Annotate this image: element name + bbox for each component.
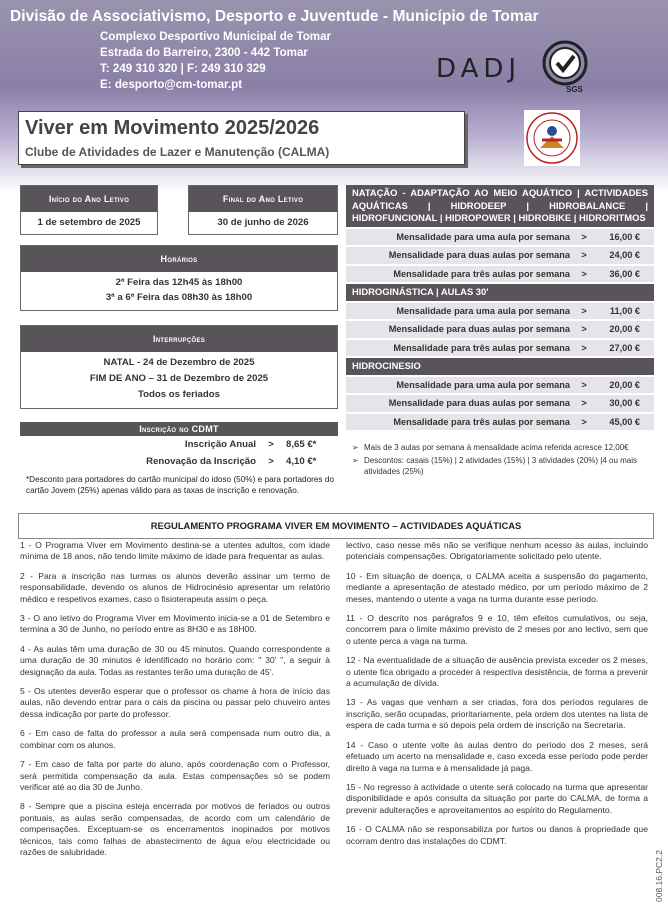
gt-sign: > [581, 324, 587, 335]
regulamento-paragraph: 2 - Para a inscrição nas turmas os alunos deverão assinar um termo de responsabilidade, devendo os alunos de Hidrocinésio apresentar um relatório médico e respetivos exames, caso o fisioterapeuta assim o peça. [20, 570, 330, 604]
final-panel [188, 185, 338, 235]
regulamento-paragraph: 14 - Caso o utente volte às aulas dentro do período dos 2 meses, será efetuado um acerto na mensalidade e, caso exceda esse período pode perder direito à vaga na turma e à mensalidade já paga. [346, 739, 648, 773]
inicio-value: 1 de setembro de 2025 [37, 217, 141, 228]
interrupcao-line: FIM DE ANO – 31 de Dezembro de 2025 [89, 373, 269, 384]
contact-email: E: desporto@cm-tomar.pt [100, 78, 243, 91]
gt-sign: > [581, 305, 587, 316]
gt-sign: > [581, 379, 587, 390]
price-value: 36,00 € [609, 268, 640, 279]
contact-line: T: 249 310 320 | F: 249 310 329 [100, 62, 266, 75]
price-value: 27,00 € [609, 342, 640, 353]
inscricao-anual-label: Inscrição Anual [184, 439, 256, 450]
gt-sign: > [581, 398, 587, 409]
gt-sign: > [581, 268, 587, 279]
price-row [346, 227, 654, 246]
price-desc: Mensalidade para uma aula por semana [396, 305, 570, 316]
price-section-title: HIDROGINÁSTICA | AULAS 30' [346, 284, 654, 301]
price-desc: Mensalidade para uma aula por semana [396, 231, 570, 242]
inscricao-row [20, 436, 338, 453]
price-row [346, 319, 654, 338]
price-desc: Mensalidade para duas aulas por semana [388, 398, 570, 409]
regulamento-paragraph: 12 - Na eventualidade de a situação de ausência prevista exceder os 2 meses, o utente fica obrigado a proceder à respectiva desistência, de forma a prevenir a acumulação de dívida. [346, 655, 648, 689]
price-desc: Mensalidade para três aulas por semana [393, 416, 570, 427]
regulamento-paragraph: 10 - Em situação de doença, o CALMA aceita a suspensão do pagamento, mediante a apresentação de atestado médico, por um período máximo de 2 meses, mantendo o utente a vaga na turma durante esse período. [346, 570, 648, 604]
price-value: 11,00 € [609, 305, 640, 316]
gt-sign: > [581, 250, 587, 261]
regulamento-paragraph: lectivo, caso nesse mês não se verifique nenhum acesso às aulas, incluindo potenciais compensações. Obrigatoriamente solicitado pelo utente. [346, 540, 648, 562]
price-row [346, 338, 654, 357]
price-row [346, 412, 654, 431]
regulamento-left-column [20, 540, 330, 866]
sgs-label: SGS [566, 85, 583, 94]
price-row [346, 245, 654, 264]
contact-line: Estrada do Barreiro, 2300 - 442 Tomar [100, 46, 308, 59]
renovacao-label: Renovação da Inscrição [146, 456, 256, 467]
renovacao-value: 4,10 €* [286, 456, 317, 467]
regulamento-paragraph: 5 - Os utentes deverão esperar que o professor os chame à hora de início das aulas, não devendo entrar para o cais da piscina ou passar pelo chuveiro antes dessa indicação por parte do professor. [20, 686, 330, 719]
price-row [346, 375, 654, 394]
contact-block [100, 29, 331, 93]
final-value: 30 de junho de 2026 [217, 217, 309, 228]
price-desc: Mensalidade para duas aulas por semana [388, 250, 570, 261]
inicio-label: Início do Ano Letivo [21, 186, 157, 212]
inscricao-label: Inscrição no CDMT [20, 422, 338, 436]
price-value: 45,00 € [609, 416, 640, 427]
inscricao-anual-value: 8,65 €* [286, 439, 317, 450]
regulamento-paragraph: 13 - As vagas que venham a ser criadas, fora dos períodos regulares de inscrição, serão ocupadas, prioritariamente, pela ordem dos utentes na lista de espera de cada turma e só depois pela ordem de inscrição na Secretaria. [346, 697, 648, 731]
price-value: 20,00 € [609, 379, 640, 390]
interrupcao-line: Todos os feriados [138, 389, 220, 400]
gt-sign: > [581, 342, 587, 353]
horario-line: 3ª a 6ª Feira das 08h30 às 18h00 [105, 292, 253, 303]
interrupcoes-panel [20, 325, 338, 409]
price-desc: Mensalidade para três aulas por semana [393, 268, 570, 279]
price-row [346, 264, 654, 283]
regulamento-right-column [346, 540, 648, 855]
horarios-label: Horários [21, 246, 337, 272]
price-desc: Mensalidade para três aulas por semana [393, 342, 570, 353]
price-notes [352, 442, 650, 479]
regulamento-paragraph: 11 - O descrito nos parágrafos 9 e 10, têm efeitos cumulativos, ou seja, concorrem para o limite máximo previsto de 2 meses por ano lectivo, sem que o utente perca a vaga na turma. [346, 613, 648, 646]
org-title: Divisão de Associativismo, Desporto e Juventude - Município de Tomar [10, 8, 539, 25]
price-value: 16,00 € [609, 231, 640, 242]
gt-sign: > [581, 416, 587, 427]
program-subtitle: Clube de Atividades de Lazer e Manutenção (CALMA) [25, 145, 330, 159]
price-row [346, 393, 654, 412]
regulamento-paragraph: 3 - O ano letivo do Programa Viver em Movimento inicia-se a 01 de Setembro e termina a 30 de Junho, no período entre as 8H30 e as 18H00. [20, 613, 330, 635]
program-title-box [18, 111, 465, 165]
price-desc: Mensalidade para duas aulas por semana [388, 324, 570, 335]
price-section-title: NATAÇÃO - ADAPTAÇÃO AO MEIO AQUÁTICO | ACTIVIDADES AQUÁTICAS | HIDRODEEP | HIDROBALANCE | HIDROFUNCIONAL | HIDROPOWER | HIDROBIKE | HIDRORITMOS [346, 185, 654, 227]
inscricao-panel [20, 422, 338, 474]
price-desc: Mensalidade para uma aula por semana [396, 379, 570, 390]
regulamento-paragraph: 7 - Em caso de falta por parte do aluno, após coordenação com o Professor, será permitida compensação da aula. Estas compensações só se podem verificar até ao dia 30 de Junho. [20, 759, 330, 792]
logo-text: DADJ [436, 54, 522, 84]
price-row [346, 301, 654, 320]
regulamento-paragraph: 1 - O Programa Viver em Movimento destina-se a utentes adultos, com idade mínima de 18 anos, não tendo limite máximo de idade para frequentar as aulas. [20, 540, 330, 562]
calma-seal-icon [524, 110, 580, 166]
regulamento-title: REGULAMENTO PROGRAMA VIVER EM MOVIMENTO – ACTIVIDADES AQUÁTICAS [18, 513, 654, 539]
gt-sign: > [268, 456, 274, 467]
price-table [346, 185, 654, 430]
regulamento-paragraph: 16 - O CALMA não se responsabiliza por furtos ou danos à propriedade que ocorram dentro das instalações do CDMT. [346, 824, 648, 846]
note-item: ➢ Descontos: casais (15%) | 2 atividades (15%) | 3 atividades (20%) |4 ou mais atividades (25%) [352, 455, 650, 477]
final-label: Final do Ano Letivo [189, 186, 337, 212]
price-section-title: HIDROCINESIO [346, 358, 654, 375]
regulamento-paragraph: 4 - As aulas têm uma duração de 30 ou 45 minutos. Quando correspondente a uma duração de 30 minutos é identificado no horário com: " 30' ", a seguir à designação da aula. Todas as restantes terão uma duração de 45'. [20, 643, 330, 677]
regulamento-paragraph: 6 - Em caso de falta do professor a aula será compensada num outro dia, a combinar com os alunos. [20, 728, 330, 750]
document-code: 008.16.PC2.2 [654, 850, 664, 902]
price-value: 30,00 € [609, 398, 640, 409]
gt-sign: > [268, 439, 274, 450]
price-value: 24,00 € [609, 250, 640, 261]
horario-line: 2ª Feira das 12h45 às 18h00 [115, 277, 243, 288]
interrupcoes-label: Interrupções [21, 326, 337, 352]
horarios-panel [20, 245, 338, 311]
interrupcao-line: NATAL - 24 de Dezembro de 2025 [103, 357, 255, 368]
note-item: ➢ Mais de 3 aulas por semana à mensalidade acima referida acresce 12,00€ [352, 442, 650, 453]
dadj-logo [436, 40, 596, 96]
program-title: Viver em Movimento 2025/2026 [25, 117, 320, 139]
certification-badge-icon [542, 40, 588, 86]
gt-sign: > [581, 231, 587, 242]
desconto-note: *Desconto para portadores do cartão municipal do idoso (50%) e para portadores do cartão Jovem (25%) apenas válido para as taxas de inscrição e renovação. [26, 475, 334, 495]
regulamento-paragraph: 8 - Sempre que a piscina esteja encerrada por motivos de feriados ou outros pontuais, as aulas serão compensadas, de acordo com um calendário de compensações. Exceptuam-se os encerramentos inopinados por motivos técnicos, tais como falhas de abastecimento de água e/ou electricidade ou razões de salubridade. [20, 801, 330, 857]
price-value: 20,00 € [609, 324, 640, 335]
regulamento-paragraph: 15 - No regresso à actividade o utente será colocado na turma que apresentar disponibilidade e após consulta da situação por parte do CALMA, de forma a prevenir adulterações e aproveitamentos ao espírito do Regulamento. [346, 781, 648, 815]
contact-line: Complexo Desportivo Municipal de Tomar [100, 30, 332, 43]
inicio-panel [20, 185, 158, 235]
inscricao-row [20, 453, 338, 470]
